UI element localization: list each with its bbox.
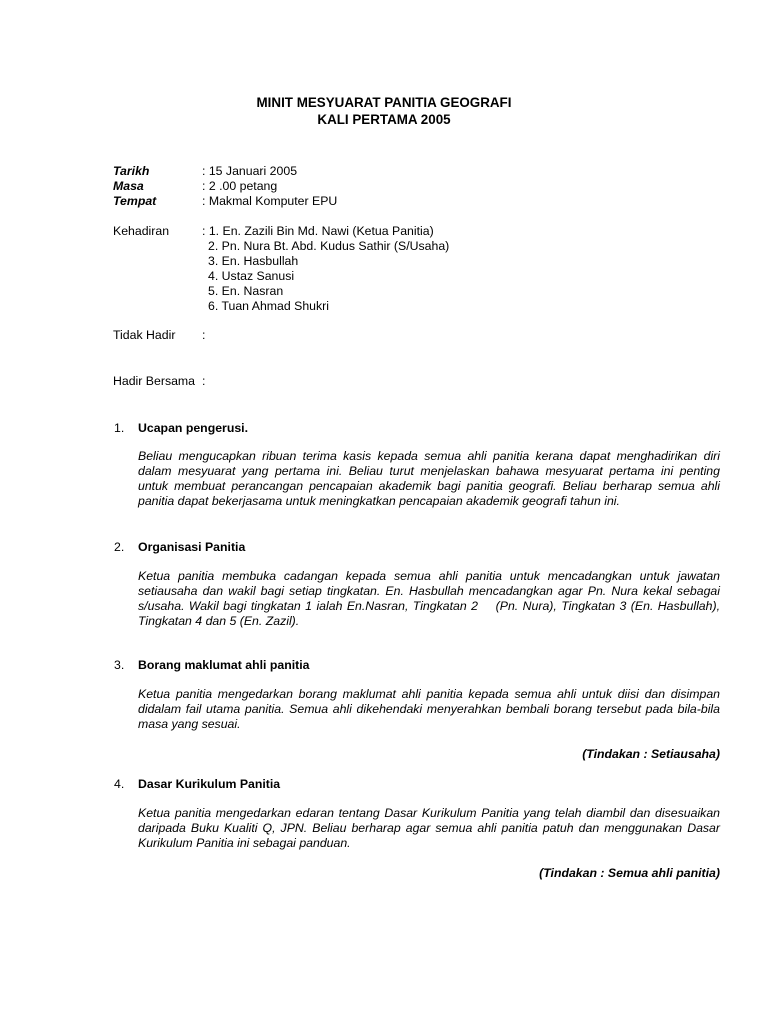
section-number: 4.: [114, 777, 125, 791]
paragraph-line: s/usaha. Wakil bagi tingkatan 1 ialah En.Nasran, Tingkatan 2 (Pn. Nura), Tingkatan 3 (En. Hasbullah),: [138, 599, 720, 613]
section-title: Organisasi Panitia: [138, 540, 246, 554]
paragraph-line: panitia dapat bekerjasama untuk meningkatkan pencapaian akademik geografi tahun ini.: [138, 494, 620, 508]
document-subtitle: KALI PERTAMA 2005: [317, 112, 451, 127]
attendee-item: 5. En. Nasran: [208, 284, 284, 298]
hadir-bersama-value: :: [202, 374, 206, 388]
tidak-hadir-value: :: [202, 328, 206, 342]
masa-value: : 2 .00 petang: [202, 179, 278, 193]
section-paragraph: [138, 569, 720, 629]
tarikh-value: : 15 Januari 2005: [202, 164, 298, 178]
section-title: Borang maklumat ahli panitia: [138, 658, 310, 672]
section-number: 3.: [114, 658, 125, 672]
attendee-item: 3. En. Hasbullah: [208, 254, 299, 268]
document-title: MINIT MESYUARAT PANITIA GEOGRAFI: [256, 95, 512, 110]
paragraph-line: daripada Buku Kualiti Q, JPN. Beliau berharap agar semua ahli panitia patuh dan menggunakan Dasar: [138, 821, 720, 835]
attendee-item: : 1. En. Zazili Bin Md. Nawi (Ketua Panitia): [202, 224, 434, 238]
paragraph-line: dalam mesyuarat yang pertama ini. Beliau turut menjelaskan bahawa mesyuarat pertama ini penting: [138, 464, 720, 478]
paragraph-line: masa yang sesuai.: [138, 717, 241, 731]
paragraph-line: Tingkatan 4 dan 5 (En. Zazil).: [138, 614, 300, 628]
paragraph-line: setiausaha dan wakil bagi setiap tingkatan. En. Hasbullah mencadangkan agar Pn. Nura kekal sebagai: [138, 584, 720, 598]
paragraph-line: untuk membuat perancangan pencapaian akademik bagi panitia geografi. Beliau berharap semua ahli: [138, 479, 720, 493]
action-note: (Tindakan : Semua ahli panitia): [539, 866, 720, 880]
paragraph-line: Ketua panitia mengedarkan edaran tentang Dasar Kurikulum Panitia yang telah diambil dan disesuaikan: [138, 806, 720, 820]
tarikh-label: Tarikh: [113, 164, 150, 178]
section-paragraph: [138, 449, 720, 509]
paragraph-line: Ketua panitia membuka cadangan kepada semua ahli panitia untuk mencadangkan untuk jawatan: [138, 569, 720, 583]
paragraph-line: Kurikulum Panitia ini sebagai panduan.: [138, 836, 351, 850]
paragraph-line: Ketua panitia mengedarkan borang maklumat ahli panitia kepada semua ahli untuk diisi dan disimpan: [138, 687, 720, 701]
attendee-item: 4. Ustaz Sanusi: [208, 269, 295, 283]
attendee-item: 2. Pn. Nura Bt. Abd. Kudus Sathir (S/Usaha): [208, 239, 450, 253]
paragraph-line: Beliau mengucapkan ribuan terima kasis kepada semua ahli panitia kerana dapat menghadirikan diri: [138, 449, 720, 463]
action-note: (Tindakan : Setiausaha): [582, 747, 720, 761]
section-title: Dasar Kurikulum Panitia: [138, 777, 281, 791]
section-paragraph: [138, 687, 720, 732]
section-number: 2.: [114, 540, 125, 554]
paragraph-line: didalam fail utama panitia. Semua ahli dikehendaki menyerahkan bembali borang tersebut pada bila-bila: [138, 702, 720, 716]
tempat-value: : Makmal Komputer EPU: [202, 194, 338, 208]
section-title: Ucapan pengerusi.: [138, 421, 249, 435]
attendee-item: 6. Tuan Ahmad Shukri: [208, 299, 329, 313]
section-paragraph: [138, 806, 720, 851]
hadir-bersama-label: Hadir Bersama: [113, 374, 196, 388]
kehadiran-label: Kehadiran: [113, 224, 170, 238]
tempat-label: Tempat: [113, 194, 157, 208]
tidak-hadir-label: Tidak Hadir: [113, 328, 176, 342]
masa-label: Masa: [113, 179, 144, 193]
section-number: 1.: [114, 421, 125, 435]
